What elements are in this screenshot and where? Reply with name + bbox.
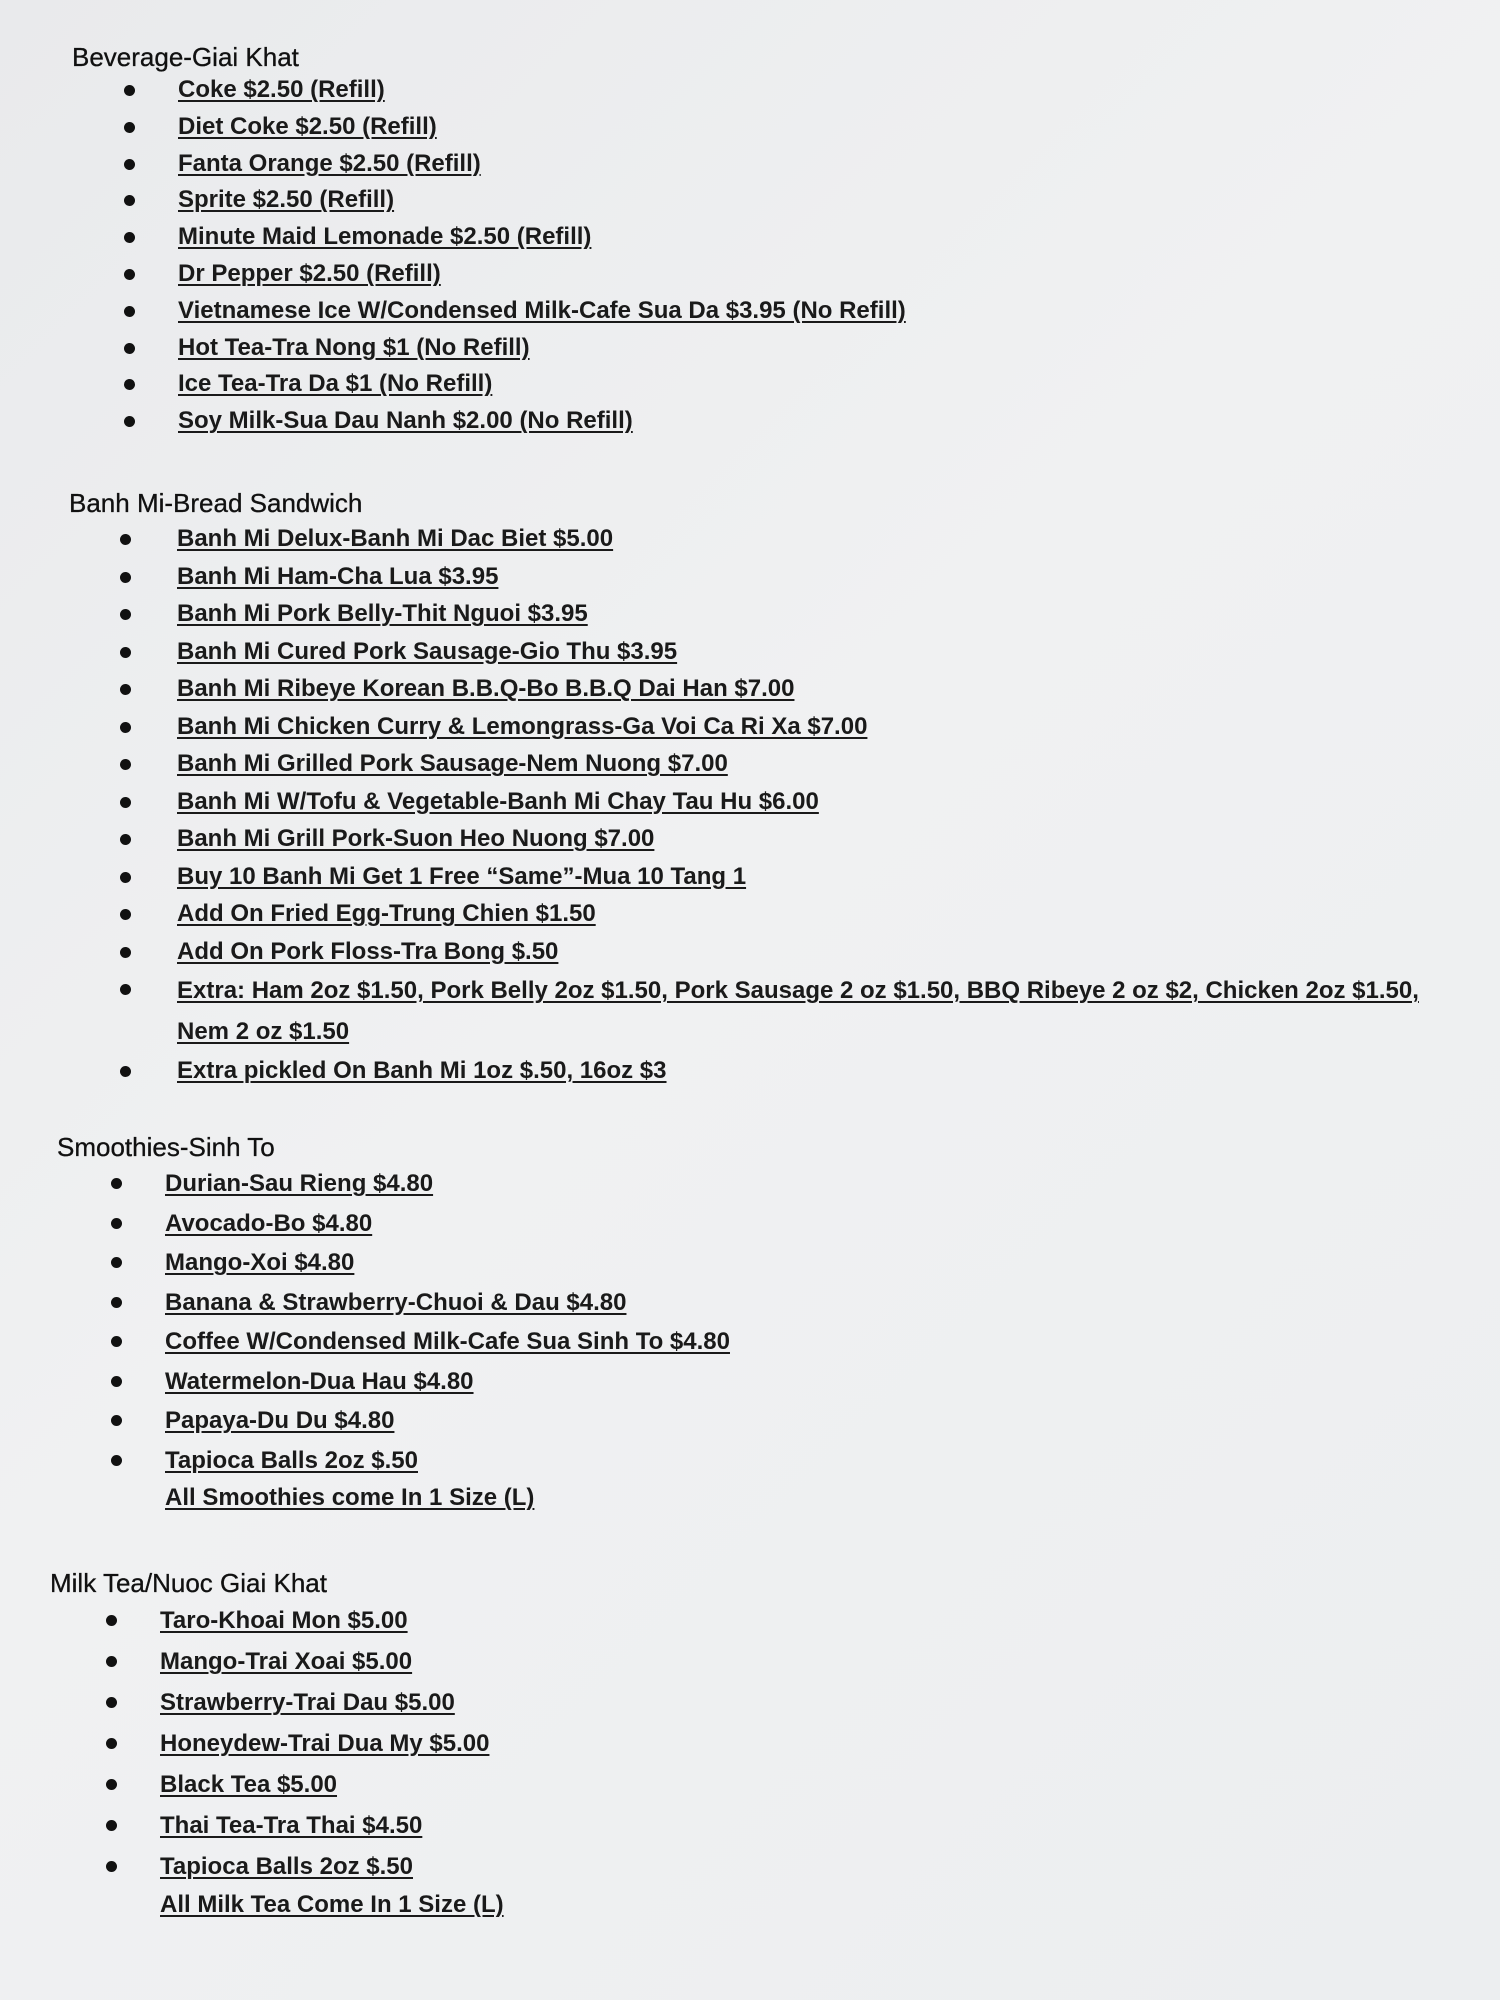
menu-item-text: Extra pickled On Banh Mi 1oz $.50, 16oz $3 xyxy=(177,1057,667,1084)
bullet-icon xyxy=(111,1257,122,1268)
menu-item-text: Durian-Sau Rieng $4.80 xyxy=(165,1170,434,1197)
bullet-icon xyxy=(120,1066,131,1077)
bullet-icon xyxy=(124,416,135,427)
menu-item-text: Banh Mi W/Tofu & Vegetable-Banh Mi Chay Tau Hu $6.00 xyxy=(177,787,819,815)
menu-item-text: Banh Mi Cured Pork Sausage-Gio Thu $3.95 xyxy=(177,637,678,665)
bullet-icon xyxy=(120,909,131,920)
section-milk-tea xyxy=(50,1568,504,1923)
menu-item-text: Strawberry-Trai Dau $5.00 xyxy=(160,1689,455,1716)
menu-item-text: Avocado-Bo $4.80 xyxy=(165,1209,373,1237)
bullet-icon xyxy=(120,609,131,620)
list-item xyxy=(160,1600,504,1641)
list-item xyxy=(160,1723,504,1764)
menu-item-text: Coke $2.50 (Refill) xyxy=(178,76,385,103)
menu-item-text: Dr Pepper $2.50 (Refill) xyxy=(178,259,441,287)
menu-item-text: Papaya-Du Du $4.80 xyxy=(165,1407,395,1434)
bullet-icon xyxy=(106,1861,117,1872)
menu-item-text: Banh Mi Delux-Banh Mi Dac Biet $5.00 xyxy=(177,525,614,552)
list-item xyxy=(177,708,1467,746)
menu-item-text: Soy Milk-Sua Dau Nanh $2.00 (No Refill) xyxy=(178,407,633,435)
list-item xyxy=(178,256,906,293)
menu-item-text: Tapioca Balls 2oz $.50 xyxy=(160,1853,413,1880)
bullet-icon xyxy=(120,572,131,583)
bullet-icon xyxy=(124,122,135,133)
list-item xyxy=(165,1204,730,1244)
list-item xyxy=(177,745,1467,783)
bullet-icon xyxy=(106,1615,117,1626)
section-title: Milk Tea/Nuoc Giai Khat xyxy=(50,1568,327,1598)
list-item xyxy=(178,109,906,146)
menu-item-text: Banh Mi Ham-Cha Lua $3.95 xyxy=(177,562,499,590)
menu-item-text: Thai Tea-Tra Thai $4.50 xyxy=(160,1812,423,1839)
list-item xyxy=(165,1401,730,1441)
list-item xyxy=(178,182,906,219)
section-title: Beverage-Giai Khat xyxy=(72,42,299,72)
section-beverage xyxy=(72,42,906,440)
menu-item-text: Ice Tea-Tra Da $1 (No Refill) xyxy=(178,370,493,398)
list-item xyxy=(177,858,1467,896)
bullet-icon xyxy=(124,85,135,96)
list-item xyxy=(177,1052,1467,1090)
list-item xyxy=(177,520,1467,558)
bullet-icon xyxy=(120,984,131,995)
menu-item-text: Taro-Khoai Mon $5.00 xyxy=(160,1607,408,1634)
menu-item-text: Banh Mi Grilled Pork Sausage-Nem Nuong $7.00 xyxy=(177,750,728,777)
menu-list xyxy=(178,72,906,440)
list-item xyxy=(178,366,906,403)
bullet-icon xyxy=(120,684,131,695)
bullet-icon xyxy=(120,872,131,883)
list-item xyxy=(178,293,906,330)
bullet-icon xyxy=(120,647,131,658)
list-item xyxy=(177,633,1467,671)
section-smoothies xyxy=(57,1132,730,1516)
list-item xyxy=(165,1283,730,1323)
bullet-icon xyxy=(124,269,135,280)
bullet-icon xyxy=(120,797,131,808)
menu-list xyxy=(160,1600,504,1887)
section-title: Banh Mi-Bread Sandwich xyxy=(69,488,363,518)
bullet-icon xyxy=(106,1697,117,1708)
list-item xyxy=(177,558,1467,596)
menu-list xyxy=(165,1164,730,1480)
bullet-icon xyxy=(111,1415,122,1426)
list-item xyxy=(178,146,906,183)
menu-item-text: Add On Fried Egg-Trung Chien $1.50 xyxy=(177,900,596,927)
list-item xyxy=(178,330,906,367)
menu-item-text: Minute Maid Lemonade $2.50 (Refill) xyxy=(178,223,592,251)
menu-item-text: Fanta Orange $2.50 (Refill) xyxy=(178,149,481,177)
menu-item-text: Banana & Strawberry-Chuoi & Dau $4.80 xyxy=(165,1288,627,1316)
menu-item-text: Tapioca Balls 2oz $.50 xyxy=(165,1446,418,1474)
bullet-icon xyxy=(120,534,131,545)
list-item xyxy=(178,72,906,109)
list-item xyxy=(178,403,906,440)
menu-item-text: Coffee W/Condensed Milk-Cafe Sua Sinh To $4.80 xyxy=(165,1328,730,1355)
menu-item-text: Mango-Xoi $4.80 xyxy=(165,1249,355,1276)
list-item xyxy=(165,1441,730,1481)
bullet-icon xyxy=(111,1336,122,1347)
menu-item-text: Black Tea $5.00 xyxy=(160,1771,338,1798)
list-item xyxy=(177,670,1467,708)
list-item xyxy=(165,1164,730,1204)
list-item xyxy=(178,219,906,256)
list-item xyxy=(177,820,1467,858)
section-title: Smoothies-Sinh To xyxy=(57,1132,275,1162)
section-banh-mi xyxy=(69,488,1467,1090)
list-item xyxy=(160,1641,504,1682)
menu-item-text: Add On Pork Floss-Tra Bong $.50 xyxy=(177,937,559,965)
menu-item-text: Honeydew-Trai Dua My $5.00 xyxy=(160,1730,490,1757)
bullet-icon xyxy=(124,159,135,170)
menu-item-text: Buy 10 Banh Mi Get 1 Free “Same”-Mua 10 Tang 1 xyxy=(177,862,747,890)
bullet-icon xyxy=(124,232,135,243)
menu-item-text: Watermelon-Dua Hau $4.80 xyxy=(165,1367,474,1395)
menu-item-text: Vietnamese Ice W/Condensed Milk-Cafe Sua Da $3.95 (No Refill) xyxy=(178,296,906,324)
list-item xyxy=(177,595,1467,633)
bullet-icon xyxy=(106,1738,117,1749)
bullet-icon xyxy=(111,1376,122,1387)
list-item xyxy=(160,1805,504,1846)
bullet-icon xyxy=(111,1178,122,1189)
bullet-icon xyxy=(106,1820,117,1831)
list-item xyxy=(165,1322,730,1362)
bullet-icon xyxy=(124,195,135,206)
bullet-icon xyxy=(124,379,135,390)
list-item xyxy=(177,783,1467,821)
menu-list xyxy=(177,520,1467,1090)
size-note: All Milk Tea Come In 1 Size (L) xyxy=(160,1891,504,1918)
list-item xyxy=(165,1362,730,1402)
list-item xyxy=(160,1764,504,1805)
menu-item-text: Hot Tea-Tra Nong $1 (No Refill) xyxy=(178,333,530,361)
list-item xyxy=(177,895,1467,933)
menu-item-text: Banh Mi Ribeye Korean B.B.Q-Bo B.B.Q Dai Han $7.00 xyxy=(177,675,795,702)
menu-item-text: Sprite $2.50 (Refill) xyxy=(178,186,395,214)
list-item xyxy=(165,1243,730,1283)
list-item xyxy=(160,1682,504,1723)
list-item xyxy=(177,933,1467,971)
list-item xyxy=(160,1846,504,1887)
bullet-icon xyxy=(120,947,131,958)
bullet-icon xyxy=(120,759,131,770)
menu-item-text: Banh Mi Grill Pork-Suon Heo Nuong $7.00 xyxy=(177,825,655,852)
menu-item-text: Banh Mi Chicken Curry & Lemongrass-Ga Voi Ca Ri Xa $7.00 xyxy=(177,712,868,740)
list-item xyxy=(177,970,1467,1052)
menu-item-text: Banh Mi Pork Belly-Thit Nguoi $3.95 xyxy=(177,600,588,627)
bullet-icon xyxy=(111,1297,122,1308)
bullet-icon xyxy=(124,306,135,317)
bullet-icon xyxy=(111,1455,122,1466)
bullet-icon xyxy=(120,722,131,733)
bullet-icon xyxy=(106,1779,117,1790)
bullet-icon xyxy=(124,343,135,354)
menu-item-text: Diet Coke $2.50 (Refill) xyxy=(178,112,437,140)
menu-item-text: Mango-Trai Xoai $5.00 xyxy=(160,1648,413,1675)
bullet-icon xyxy=(106,1656,117,1667)
size-note: All Smoothies come In 1 Size (L) xyxy=(165,1484,535,1511)
menu-item-text: Extra: Ham 2oz $1.50, Pork Belly 2oz $1.50, Pork Sausage 2 oz $1.50, BBQ Ribeye 2 oz $2, Chicken 2oz $1.50, Nem 2 oz $1.50 xyxy=(177,977,1419,1045)
bullet-icon xyxy=(111,1218,122,1229)
bullet-icon xyxy=(120,834,131,845)
